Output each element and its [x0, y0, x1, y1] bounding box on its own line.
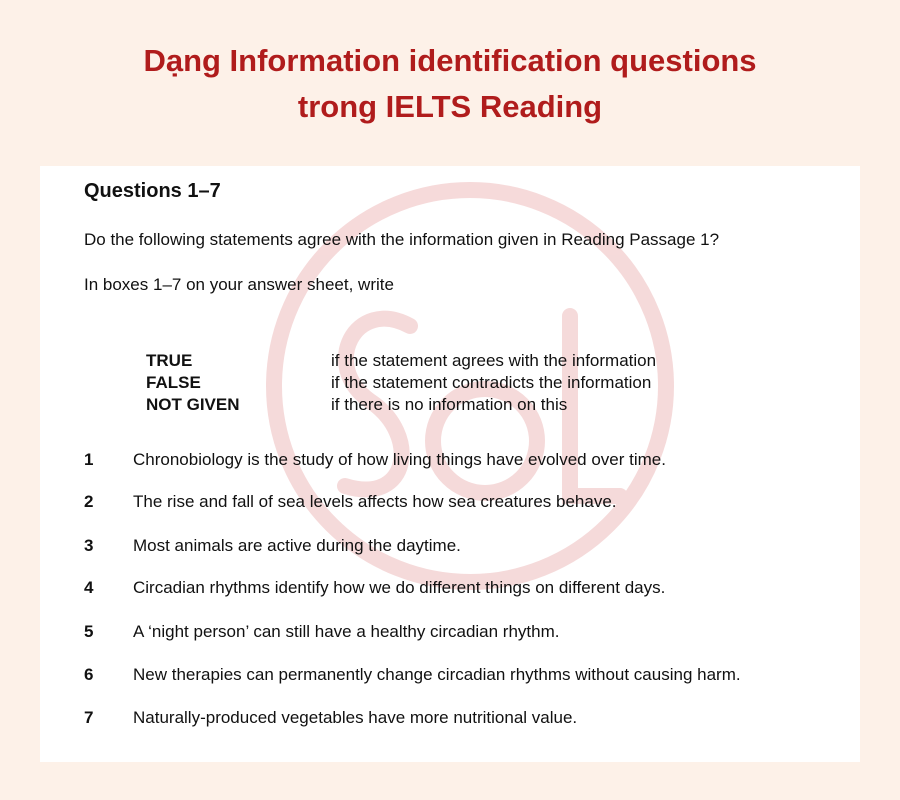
question-text: Naturally-produced vegetables have more nutritional value. — [133, 708, 578, 727]
question-item-1 — [84, 450, 666, 470]
legend-key: TRUE — [146, 351, 193, 370]
legend-desc: if the statement contradicts the information — [331, 373, 652, 392]
question-text: Circadian rhythms identify how we do different things on different days. — [133, 578, 666, 597]
legend-row-false — [146, 372, 656, 394]
instruction-text-2: In boxes 1–7 on your answer sheet, write — [84, 275, 394, 294]
page-title-line-2: trong IELTS Reading — [297, 89, 603, 124]
question-number: 1 — [84, 450, 94, 469]
legend-desc: if there is no information on this — [331, 395, 568, 414]
page-title-line-1: Dạng Information identification questions — [143, 43, 757, 78]
question-number: 3 — [84, 536, 94, 555]
legend-row-not-given — [146, 394, 656, 416]
question-text: Chronobiology is the study of how living things have evolved over time. — [133, 450, 666, 469]
question-number: 4 — [84, 578, 94, 597]
question-item-6 — [84, 665, 741, 685]
legend-row-true — [146, 350, 656, 372]
question-number: 5 — [84, 622, 94, 641]
question-item-2 — [84, 492, 617, 512]
question-text: The rise and fall of sea levels affects how sea creatures behave. — [133, 492, 617, 511]
answer-legend — [146, 350, 656, 416]
question-item-7 — [84, 708, 577, 728]
legend-key: NOT GIVEN — [146, 395, 240, 414]
question-number: 7 — [84, 708, 94, 727]
question-text: A ‘night person’ can still have a healthy circadian rhythm. — [133, 622, 560, 641]
question-text: New therapies can permanently change circadian rhythms without causing harm. — [133, 665, 741, 684]
question-number: 2 — [84, 492, 94, 511]
question-number: 6 — [84, 665, 94, 684]
question-card — [40, 166, 860, 762]
question-item-5 — [84, 622, 560, 642]
question-item-4 — [84, 578, 665, 598]
legend-desc: if the statement agrees with the information — [331, 351, 657, 370]
page-title — [0, 38, 900, 130]
questions-heading: Questions 1–7 — [84, 180, 221, 202]
question-text: Most animals are active during the daytime. — [133, 536, 461, 555]
instruction-text-1: Do the following statements agree with the information given in Reading Passage 1? — [84, 230, 720, 249]
legend-key: FALSE — [146, 373, 201, 392]
question-item-3 — [84, 536, 461, 556]
